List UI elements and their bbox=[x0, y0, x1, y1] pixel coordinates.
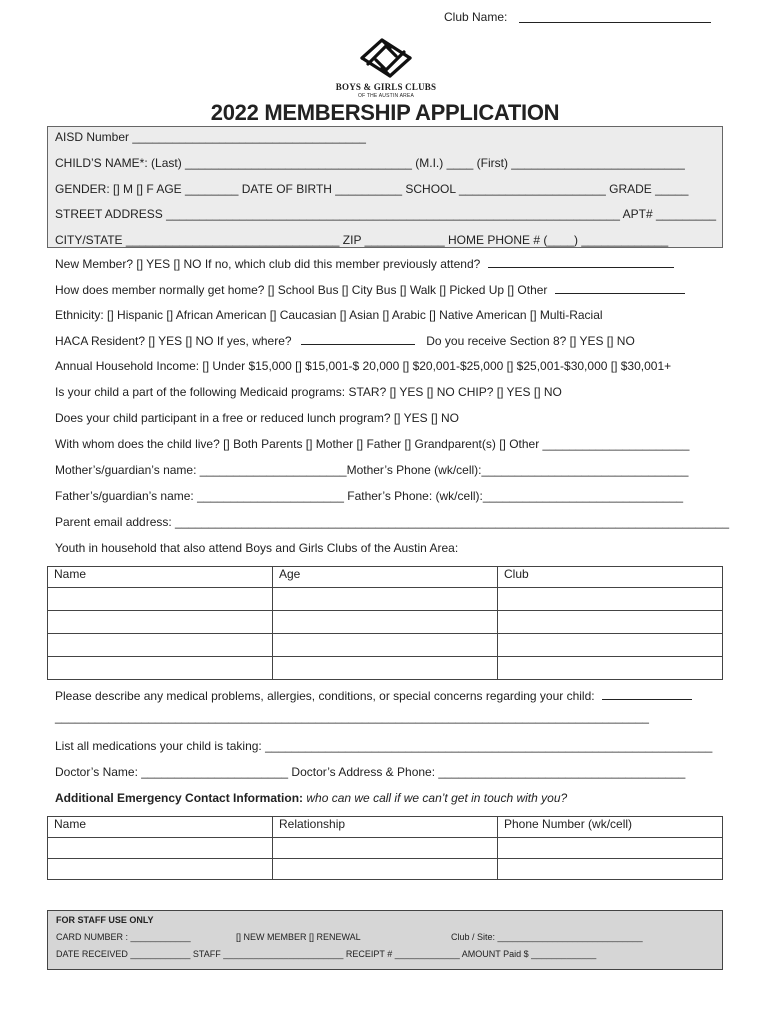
city-state-row[interactable]: CITY/STATE ________________________________ ZIP ____________ HOME PHONE # (____) _____________ bbox=[55, 233, 669, 247]
table-row bbox=[48, 859, 723, 880]
table-row bbox=[48, 588, 723, 611]
column-header: Club bbox=[498, 567, 723, 588]
logo bbox=[330, 36, 442, 99]
gender-age-row[interactable]: GENDER: [] M [] F AGE ________ DATE OF BIRTH __________ SCHOOL ______________________ GRADE _____ bbox=[55, 182, 689, 196]
previous-club-line[interactable] bbox=[488, 256, 674, 268]
youth-table bbox=[47, 566, 723, 680]
emergency-contact-table bbox=[47, 816, 723, 880]
father-row[interactable]: Father’s/guardian’s name: ______________________ Father’s Phone: (wk/cell):______________________________ bbox=[55, 489, 684, 503]
table-cell[interactable] bbox=[48, 657, 273, 680]
table-cell[interactable] bbox=[498, 588, 723, 611]
column-header: Phone Number (wk/cell) bbox=[498, 817, 723, 838]
aisd-number-field[interactable]: AISD Number ___________________________________ bbox=[55, 130, 366, 144]
parent-email-field[interactable]: Parent email address: ___________________________________________________________________________________ bbox=[55, 515, 729, 529]
member-type-checkboxes[interactable]: [] NEW MEMBER [] RENEWAL bbox=[236, 932, 361, 942]
medical-line[interactable] bbox=[602, 688, 692, 700]
haca-where-line[interactable] bbox=[301, 333, 415, 345]
staff-title: FOR STAFF USE ONLY bbox=[56, 915, 154, 925]
page-title: 2022 MEMBERSHIP APPLICATION bbox=[210, 100, 560, 125]
club-name-line[interactable] bbox=[519, 10, 711, 23]
table-cell[interactable] bbox=[48, 634, 273, 657]
column-header: Name bbox=[48, 817, 273, 838]
haca-row[interactable] bbox=[55, 333, 635, 348]
lives-with-row[interactable]: With whom does the child live? [] Both Parents [] Mother [] Father [] Grandparent(s) [] Other ______________________ bbox=[55, 437, 690, 451]
child-name-field[interactable]: CHILD’S NAME*: (Last) __________________________________ (M.I.) ____ (First) __________________________ bbox=[55, 156, 685, 170]
table-header-row bbox=[48, 567, 723, 588]
table-cell[interactable] bbox=[273, 859, 498, 880]
table-cell[interactable] bbox=[498, 657, 723, 680]
table-cell[interactable] bbox=[498, 611, 723, 634]
haca-text: HACA Resident? [] YES [] NO If yes, where? bbox=[55, 334, 292, 348]
medical-continuation-line[interactable]: _________________________________________________________________________________________ bbox=[55, 710, 649, 724]
table-cell[interactable] bbox=[48, 588, 273, 611]
table-row bbox=[48, 611, 723, 634]
section8-text: Do you receive Section 8? [] YES [] NO bbox=[426, 334, 635, 348]
boys-girls-clubs-logo-icon bbox=[356, 36, 416, 80]
mother-row[interactable]: Mother’s/guardian’s name: ______________________Mother’s Phone (wk/cell):_______________________________ bbox=[55, 463, 689, 477]
income-row[interactable]: Annual Household Income: [] Under $15,000 [] $15,001-$ 20,000 [] $20,001-$25,000 [] $25,001-$30,000 [] $30,001+ bbox=[55, 359, 672, 373]
table-cell[interactable] bbox=[273, 838, 498, 859]
emergency-heading-italic: who can we call if we can’t get in touch with you? bbox=[306, 791, 568, 805]
club-name-label: Club Name: bbox=[444, 10, 508, 24]
table-cell[interactable] bbox=[498, 838, 723, 859]
table-row bbox=[48, 838, 723, 859]
new-member-text: New Member? [] YES [] NO If no, which club did this member previously attend? bbox=[55, 257, 481, 271]
new-member-row[interactable] bbox=[55, 256, 674, 271]
other-transport-line[interactable] bbox=[555, 282, 685, 294]
staff-use-box bbox=[47, 910, 723, 970]
card-number-field[interactable]: CARD NUMBER : ____________ bbox=[56, 932, 191, 942]
column-header: Name bbox=[48, 567, 273, 588]
table-cell[interactable] bbox=[273, 657, 498, 680]
table-cell[interactable] bbox=[48, 611, 273, 634]
table-cell[interactable] bbox=[273, 634, 498, 657]
ethnicity-row[interactable]: Ethnicity: [] Hispanic [] African American [] Caucasian [] Asian [] Arabic [] Native American [] Multi-Racial bbox=[55, 308, 603, 322]
logo-text-line1: BOYS & GIRLS CLUBS bbox=[335, 82, 437, 92]
youth-heading: Youth in household that also attend Boys and Girls Clubs of the Austin Area: bbox=[55, 541, 459, 555]
table-header-row bbox=[48, 817, 723, 838]
table-row bbox=[48, 634, 723, 657]
street-address-field[interactable]: STREET ADDRESS ____________________________________________________________________ APT# _________ bbox=[55, 207, 717, 221]
medications-field[interactable]: List all medications your child is taking: ___________________________________________________________________ bbox=[55, 739, 713, 753]
medicaid-row[interactable]: Is your child a part of the following Medicaid programs: STAR? [] YES [] NO CHIP? [] YES [] NO bbox=[55, 385, 562, 399]
table-cell[interactable] bbox=[48, 838, 273, 859]
table-row bbox=[48, 657, 723, 680]
medical-text: Please describe any medical problems, allergies, conditions, or special concerns regarding your child: bbox=[55, 689, 595, 703]
medical-row[interactable] bbox=[55, 688, 692, 703]
table-cell[interactable] bbox=[273, 611, 498, 634]
table-cell[interactable] bbox=[48, 859, 273, 880]
emergency-heading bbox=[55, 791, 567, 805]
doctor-row[interactable]: Doctor’s Name: ______________________ Doctor’s Address & Phone: _____________________________________ bbox=[55, 765, 686, 779]
club-name-field bbox=[444, 10, 711, 24]
date-received-row[interactable]: DATE RECEIVED ____________ STAFF ________________________ RECEIPT # _____________ AMOUNT Paid $ _____________ bbox=[56, 949, 597, 959]
table-cell[interactable] bbox=[273, 588, 498, 611]
logo-text-line2: OF THE AUSTIN AREA bbox=[357, 93, 415, 99]
lunch-row[interactable]: Does your child participant in a free or reduced lunch program? [] YES [] NO bbox=[55, 411, 459, 425]
table-cell[interactable] bbox=[498, 634, 723, 657]
get-home-text: How does member normally get home? [] School Bus [] City Bus [] Walk [] Picked Up [] Other bbox=[55, 283, 548, 297]
column-header: Age bbox=[273, 567, 498, 588]
get-home-row[interactable] bbox=[55, 282, 685, 297]
table-cell[interactable] bbox=[498, 859, 723, 880]
column-header: Relationship bbox=[273, 817, 498, 838]
club-site-field[interactable]: Club / Site: _____________________________ bbox=[451, 932, 643, 942]
emergency-heading-bold: Additional Emergency Contact Information: bbox=[55, 791, 304, 805]
